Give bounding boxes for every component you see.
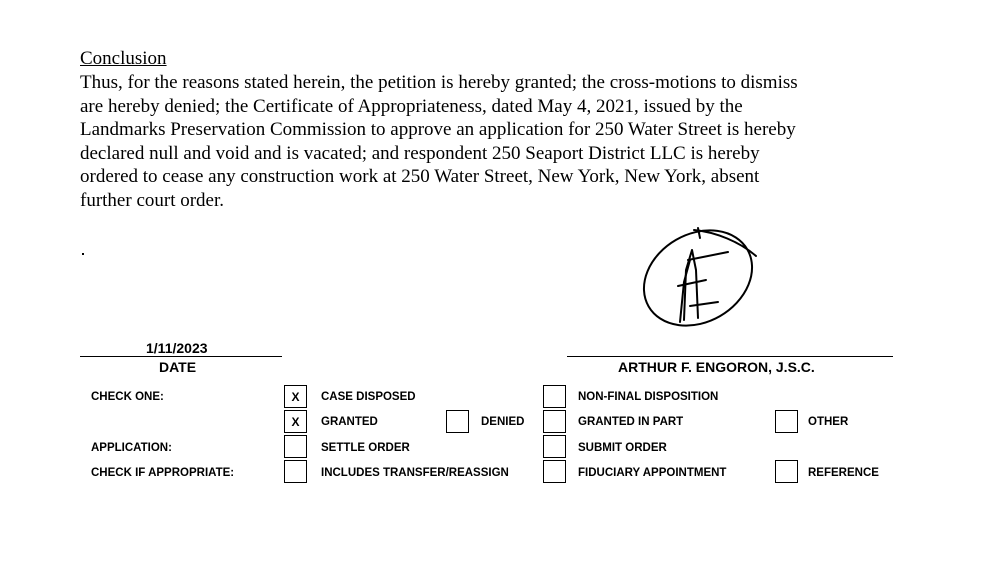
date-value: 1/11/2023 bbox=[146, 340, 208, 356]
conclusion-line: ordered to cease any construction work at 250 Water Street, New York, New York, absent bbox=[80, 166, 760, 188]
submit-order-label: SUBMIT ORDER bbox=[578, 442, 667, 454]
conclusion-line: Thus, for the reasons stated herein, the petition is hereby granted; the cross-motions to dismiss bbox=[80, 72, 798, 93]
conclusion-body bbox=[80, 71, 900, 213]
submit-order-checkbox[interactable] bbox=[543, 435, 566, 458]
denied-label: DENIED bbox=[481, 416, 525, 428]
check-if-appropriate-label: CHECK IF APPROPRIATE: bbox=[91, 467, 235, 479]
other-checkbox[interactable] bbox=[775, 410, 798, 433]
granted-in-part-checkbox[interactable] bbox=[543, 410, 566, 433]
conclusion-line: further court order. bbox=[80, 189, 225, 211]
conclusion-line: declared null and void and is vacated; and respondent 250 Seaport District LLC is hereby bbox=[80, 142, 760, 164]
includes-transfer-label: INCLUDES TRANSFER/REASSIGN bbox=[321, 467, 509, 479]
granted-in-part-label: GRANTED IN PART bbox=[578, 416, 684, 428]
settle-order-label: SETTLE ORDER bbox=[321, 442, 410, 454]
includes-transfer-checkbox[interactable] bbox=[284, 460, 307, 483]
fiduciary-checkbox[interactable] bbox=[543, 460, 566, 483]
judge-signature bbox=[636, 222, 762, 332]
judge-name: ARTHUR F. ENGORON, J.S.C. bbox=[618, 359, 815, 375]
conclusion-heading: Conclusion bbox=[80, 48, 167, 69]
settle-order-checkbox[interactable] bbox=[284, 435, 307, 458]
case-disposed-checkbox[interactable]: X bbox=[284, 385, 307, 408]
conclusion-line: Landmarks Preservation Commission to approve an application for 250 Water Street is hereby bbox=[80, 119, 796, 141]
reference-label: REFERENCE bbox=[808, 467, 879, 479]
application-label: APPLICATION: bbox=[91, 442, 172, 454]
non-final-checkbox[interactable] bbox=[543, 385, 566, 408]
granted-checkbox[interactable]: X bbox=[284, 410, 307, 433]
case-disposed-label: CASE DISPOSED bbox=[321, 391, 416, 403]
other-label: OTHER bbox=[808, 416, 849, 428]
date-label: DATE bbox=[159, 359, 197, 375]
check-one-label: CHECK ONE: bbox=[91, 391, 164, 403]
signature-line bbox=[567, 356, 893, 357]
fiduciary-label: FIDUCIARY APPOINTMENT bbox=[578, 467, 727, 479]
reference-checkbox[interactable] bbox=[775, 460, 798, 483]
stray-mark bbox=[82, 253, 84, 255]
date-line bbox=[80, 356, 282, 357]
conclusion-line: are hereby denied; the Certificate of Appropriateness, dated May 4, 2021, issued by the bbox=[80, 95, 743, 117]
non-final-label: NON-FINAL DISPOSITION bbox=[578, 391, 719, 403]
granted-label: GRANTED bbox=[321, 416, 378, 428]
denied-checkbox[interactable] bbox=[446, 410, 469, 433]
